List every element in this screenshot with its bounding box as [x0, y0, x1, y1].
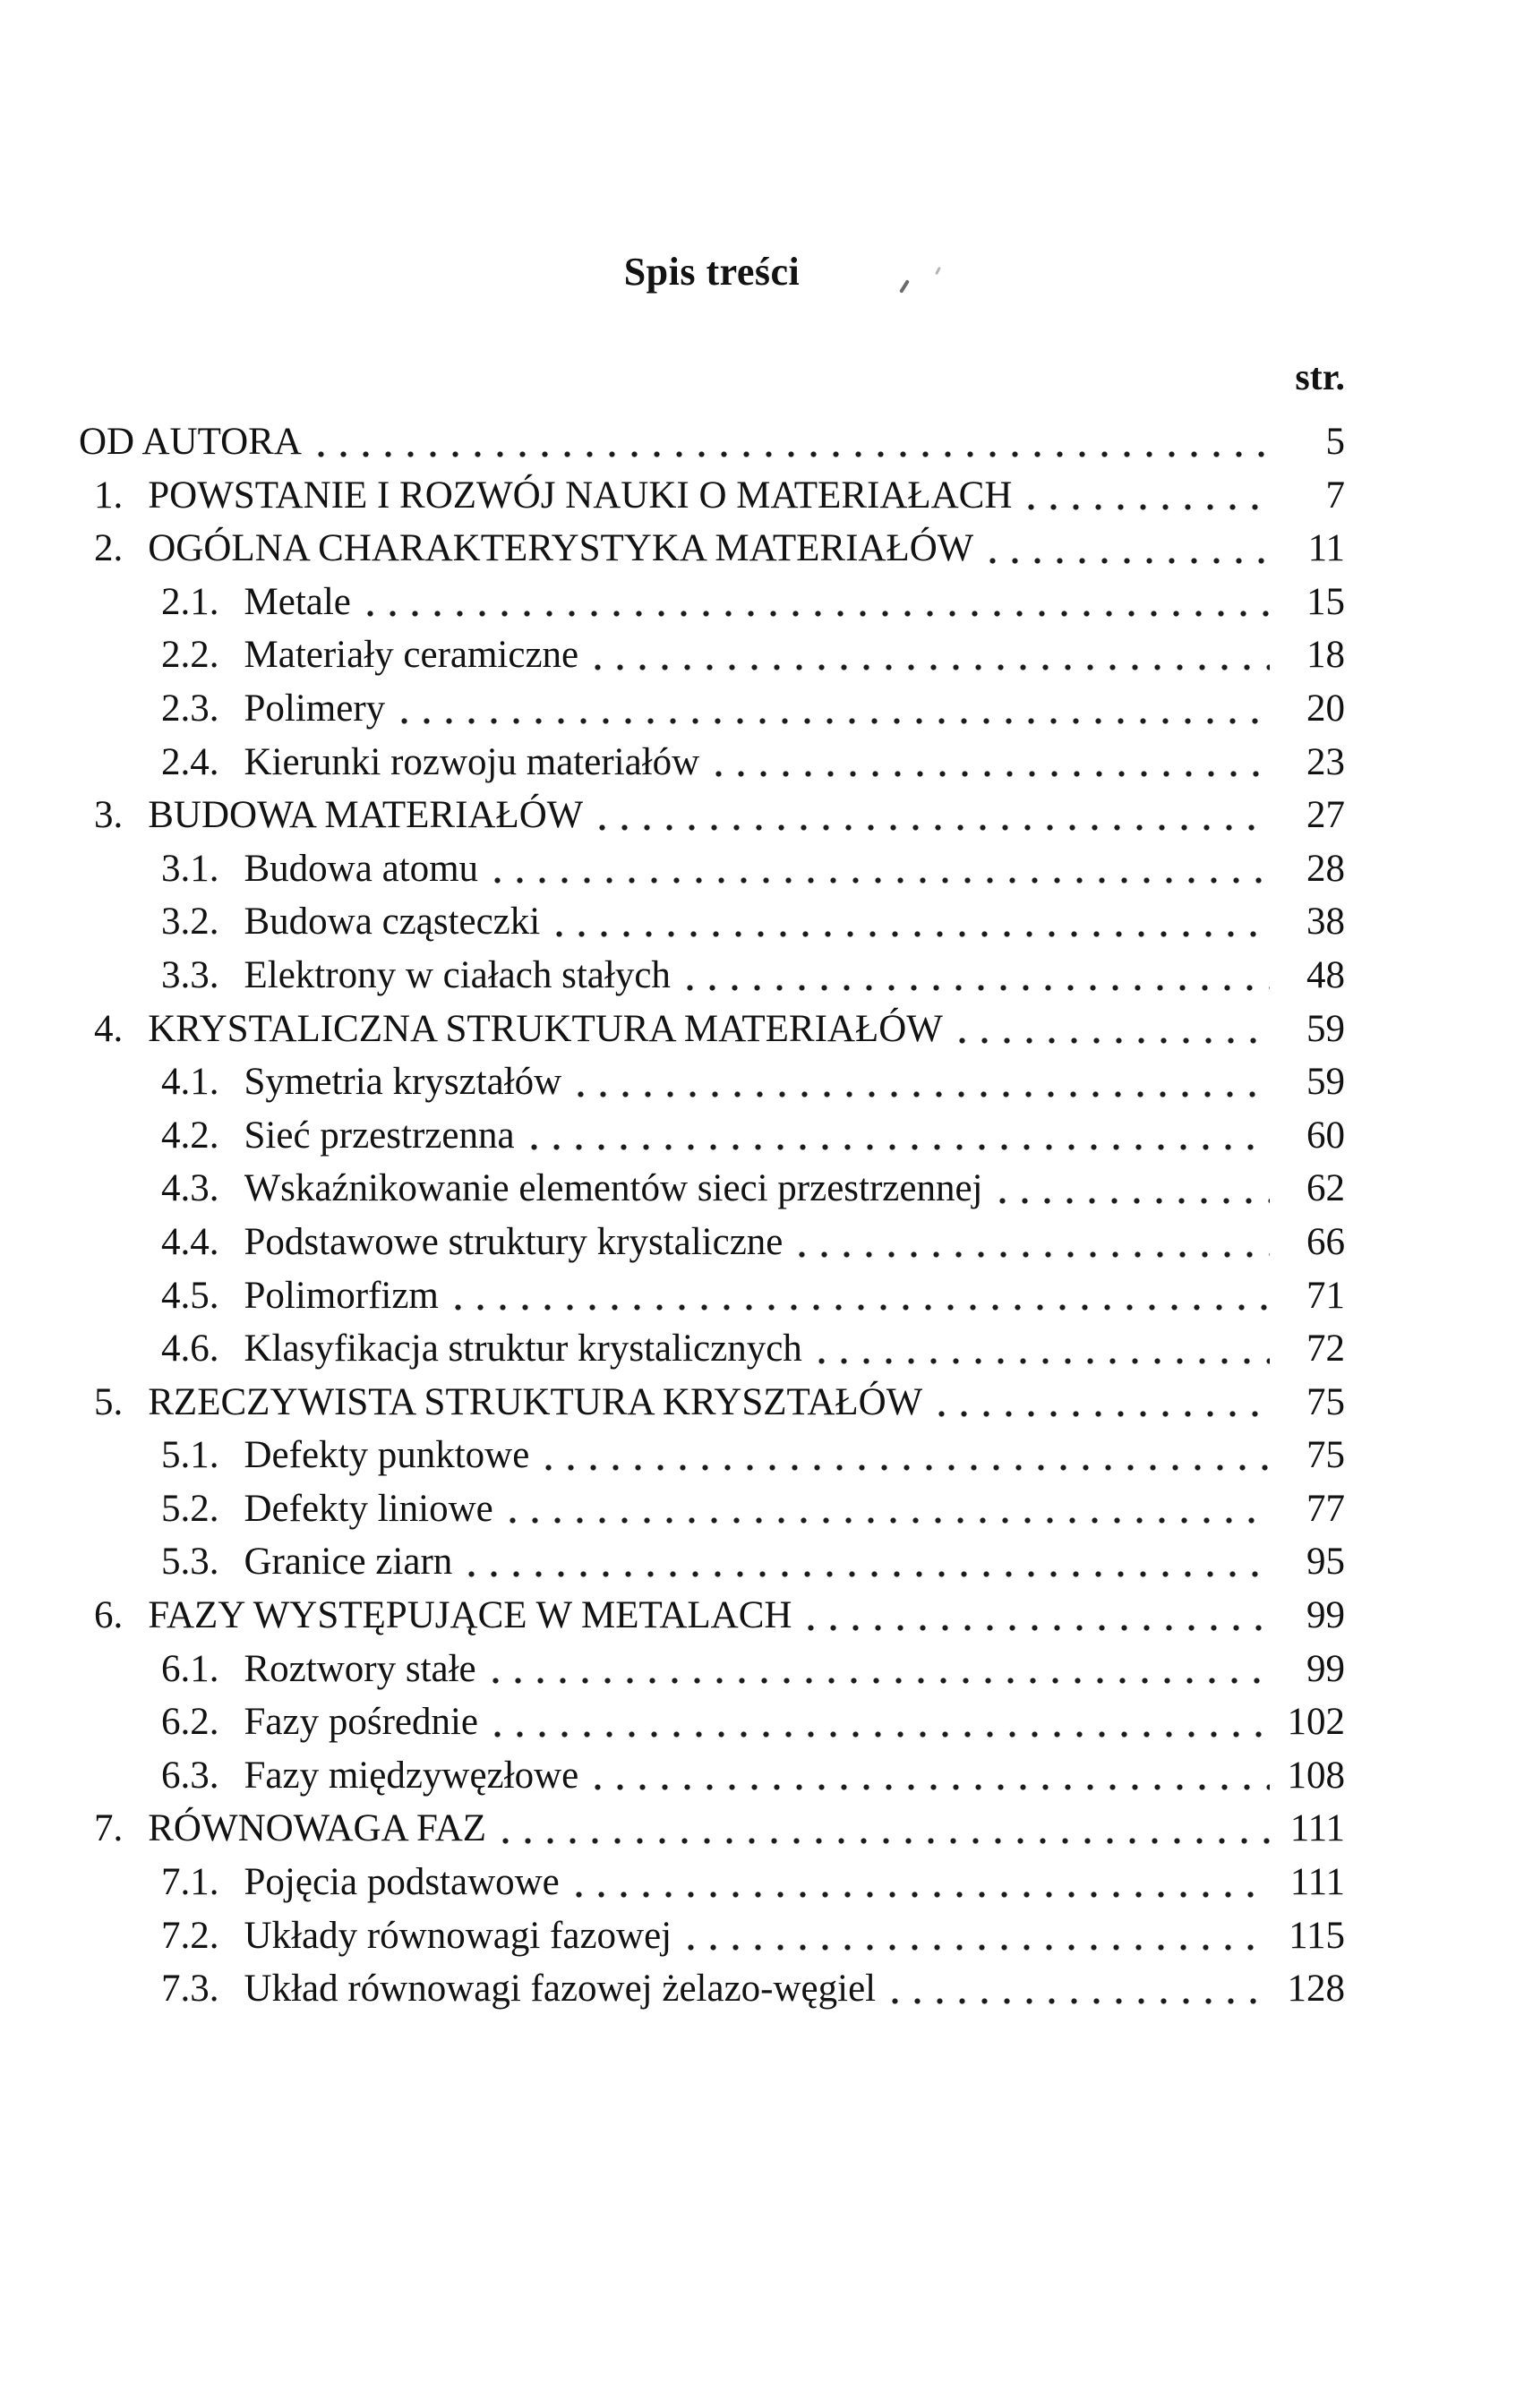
toc-entry-title: Wskaźnikowanie elementów sieci przestrzennej — [244, 1167, 983, 1210]
dot-leader — [595, 664, 1270, 670]
toc-entry-number: 7.1. — [161, 1861, 219, 1904]
dot-leader — [892, 1998, 1270, 2004]
toc-entry-number: 6.2. — [161, 1701, 219, 1744]
dot-leader — [599, 824, 1270, 831]
toc-entry-number: 4.3. — [161, 1167, 219, 1210]
toc-row — [79, 576, 1345, 629]
toc-entry-title: Budowa atomu — [244, 847, 479, 890]
toc-row — [79, 1162, 1345, 1216]
dot-leader — [808, 1625, 1270, 1631]
toc-row — [79, 1216, 1345, 1269]
toc-page-number: 99 — [1306, 1647, 1345, 1690]
toc-row — [79, 1003, 1345, 1056]
toc-entry-title: Budowa cząsteczki — [244, 901, 541, 944]
toc-page-number: 108 — [1287, 1754, 1345, 1797]
toc-row — [79, 1429, 1345, 1482]
toc-entry-title: Defekty punktowe — [244, 1434, 530, 1477]
toc-entry-title: OD AUTORA — [79, 421, 302, 463]
toc-row — [79, 1269, 1345, 1323]
dot-leader — [989, 558, 1270, 564]
toc-entry-title: OGÓLNA CHARAKTERYSTYKA MATERIAŁÓW — [148, 527, 974, 570]
toc-entry-number: 2. — [94, 527, 124, 570]
toc-entry-title: Sieć przestrzenna — [244, 1114, 515, 1157]
toc-entry-title: RÓWNOWAGA FAZ — [148, 1807, 487, 1850]
dot-leader — [999, 1198, 1271, 1204]
toc-entry-title: Podstawowe struktury krystaliczne — [244, 1220, 784, 1263]
toc-row — [79, 842, 1345, 896]
toc-entry-number: 7. — [94, 1807, 124, 1850]
toc-page-number: 7 — [1325, 474, 1345, 517]
toc-row — [79, 415, 1345, 469]
toc-page-number: 111 — [1289, 1861, 1345, 1904]
toc-row — [79, 1109, 1345, 1163]
dot-leader — [502, 1838, 1270, 1844]
toc-page-number: 71 — [1306, 1274, 1345, 1317]
toc-row — [79, 895, 1345, 949]
toc-row — [79, 1962, 1345, 2016]
toc-entry-number: 3.1. — [161, 847, 219, 890]
toc-entry-title: RZECZYWISTA STRUKTURA KRYSZTAŁÓW — [148, 1380, 923, 1423]
toc-entry-title: Fazy międzywęzłowe — [244, 1754, 579, 1797]
toc-entry-number: 7.3. — [161, 1968, 219, 2011]
toc-entry-title: Metale — [244, 580, 351, 623]
toc-row — [79, 1643, 1345, 1696]
toc-page-number: 128 — [1287, 1968, 1345, 2011]
toc-entry-number: 2.1. — [161, 580, 219, 623]
dot-leader — [687, 985, 1270, 991]
toc-page-number: 5 — [1325, 421, 1345, 463]
toc-page-number: 11 — [1307, 527, 1345, 570]
toc-entry-number: 4.6. — [161, 1328, 219, 1371]
toc-row — [79, 1802, 1345, 1856]
toc-list — [79, 415, 1345, 2016]
toc-entry-number: 3.2. — [161, 901, 219, 944]
toc-entry-number: 4.4. — [161, 1220, 219, 1263]
dot-leader — [455, 1304, 1270, 1311]
toc-entry-title: FAZY WYSTĘPUJĄCE W METALACH — [148, 1594, 792, 1637]
toc-entry-number: 4.2. — [161, 1114, 219, 1157]
toc-page-number: 72 — [1306, 1328, 1345, 1371]
dot-leader — [715, 771, 1270, 777]
toc-row — [79, 949, 1345, 1003]
toc-entry-number: 5. — [94, 1380, 124, 1423]
dot-leader — [818, 1358, 1270, 1364]
toc-entry-title: Fazy pośrednie — [244, 1701, 479, 1744]
toc-page-number: 62 — [1306, 1167, 1345, 1210]
toc-page-number: 75 — [1306, 1380, 1345, 1423]
toc-entry-number: 4.1. — [161, 1061, 219, 1104]
toc-entry-title: Układy równowagi fazowej — [244, 1914, 672, 1957]
toc-entry-title: Polimery — [244, 687, 386, 730]
dot-leader — [938, 1411, 1270, 1417]
dot-leader — [494, 1731, 1270, 1738]
toc-entry-number: 6. — [94, 1594, 124, 1637]
toc-row — [79, 1909, 1345, 1963]
toc-page-number: 60 — [1306, 1114, 1345, 1157]
toc-entry-title: Symetria kryształów — [244, 1061, 562, 1104]
toc-row — [79, 789, 1345, 842]
toc-row — [79, 1376, 1345, 1430]
toc-page-number: 28 — [1306, 847, 1345, 890]
toc-page-number: 95 — [1306, 1541, 1345, 1584]
toc-entry-number: 2.2. — [161, 634, 219, 677]
dot-leader — [510, 1517, 1270, 1524]
toc-row — [79, 682, 1345, 736]
toc-entry-number: 1. — [94, 474, 124, 517]
dot-leader — [401, 718, 1270, 724]
toc-entry-title: Defekty liniowe — [244, 1487, 493, 1530]
dot-leader — [318, 451, 1270, 457]
toc-page-number: 66 — [1306, 1220, 1345, 1263]
dot-leader — [545, 1464, 1270, 1471]
toc-row — [79, 628, 1345, 682]
toc-page-number: 102 — [1287, 1701, 1345, 1744]
toc-entry-number: 3. — [94, 794, 124, 837]
toc-page-number: 99 — [1306, 1594, 1345, 1637]
toc-entry-title: Materiały ceramiczne — [244, 634, 579, 677]
dot-leader — [576, 1891, 1270, 1898]
page-title: Spis treści — [623, 250, 801, 294]
dot-leader — [1028, 504, 1270, 510]
toc-entry-number: 2.3. — [161, 687, 219, 730]
dot-leader — [578, 1091, 1270, 1097]
dot-leader — [595, 1784, 1270, 1790]
toc-entry-title: POWSTANIE I ROZWÓJ NAUKI O MATERIAŁACH — [148, 474, 1013, 517]
toc-page-number: 20 — [1306, 687, 1345, 730]
toc-row — [79, 1749, 1345, 1803]
toc-page-number: 15 — [1306, 580, 1345, 623]
toc-entry-title: Układ równowagi fazowej żelazo-węgiel — [244, 1968, 877, 2011]
toc-page-number: 75 — [1306, 1434, 1345, 1477]
toc-row — [79, 1589, 1345, 1643]
toc-entry-title: Granice ziarn — [244, 1541, 453, 1584]
toc-page-number: 48 — [1306, 953, 1345, 996]
dot-leader — [367, 611, 1270, 617]
dot-leader — [959, 1037, 1270, 1044]
toc-row — [79, 1856, 1345, 1909]
toc-entry-title: Kierunki rozwoju materiałów — [244, 740, 700, 783]
toc-row — [79, 736, 1345, 790]
toc-page-number: 38 — [1306, 901, 1345, 944]
dot-leader — [492, 1678, 1270, 1684]
toc-entry-title: Klasyfikacja struktur krystalicznych — [244, 1328, 802, 1371]
toc-page-number: 59 — [1306, 1007, 1345, 1050]
toc-entry-number: 5.2. — [161, 1487, 219, 1530]
toc-entry-title: Roztwory stałe — [244, 1647, 476, 1690]
toc-row — [79, 1322, 1345, 1376]
dot-leader — [799, 1251, 1270, 1258]
toc-row — [79, 1482, 1345, 1536]
toc-row — [79, 1055, 1345, 1109]
dot-leader — [468, 1571, 1270, 1577]
toc-entry-number: 4.5. — [161, 1274, 219, 1317]
toc-page-number: 115 — [1289, 1914, 1345, 1957]
toc-entry-number: 5.1. — [161, 1434, 219, 1477]
dot-leader — [688, 1944, 1270, 1951]
toc-page-number: 77 — [1306, 1487, 1345, 1530]
toc-entry-title: Elektrony w ciałach stałych — [244, 953, 671, 996]
toc-entry-number: 2.4. — [161, 740, 219, 783]
dot-leader — [556, 931, 1270, 937]
toc-entry-number: 4. — [94, 1007, 124, 1050]
toc-entry-number: 7.2. — [161, 1914, 219, 1957]
toc-entry-number: 5.3. — [161, 1541, 219, 1584]
toc-entry-title: Pojęcia podstawowe — [244, 1861, 560, 1904]
dot-leader — [531, 1144, 1270, 1150]
toc-entry-number: 6.1. — [161, 1647, 219, 1690]
toc-page-number: 59 — [1306, 1061, 1345, 1104]
dot-leader — [494, 877, 1270, 884]
toc-entry-title: KRYSTALICZNA STRUKTURA MATERIAŁÓW — [148, 1007, 943, 1050]
toc-row — [79, 1535, 1345, 1589]
toc-page-number: 111 — [1289, 1807, 1345, 1850]
toc-page-number: 18 — [1306, 634, 1345, 677]
toc-row — [79, 522, 1345, 576]
toc-row — [79, 1695, 1345, 1749]
toc-entry-number: 6.3. — [161, 1754, 219, 1797]
toc-page-number: 23 — [1306, 740, 1345, 783]
toc-entry-title: Polimorfizm — [244, 1274, 439, 1317]
toc-row — [79, 469, 1345, 523]
toc-entry-number: 3.3. — [161, 953, 219, 996]
toc-page-number: 27 — [1306, 794, 1345, 837]
page-column-header: str. — [1295, 357, 1345, 398]
toc-entry-title: BUDOWA MATERIAŁÓW — [148, 794, 584, 837]
